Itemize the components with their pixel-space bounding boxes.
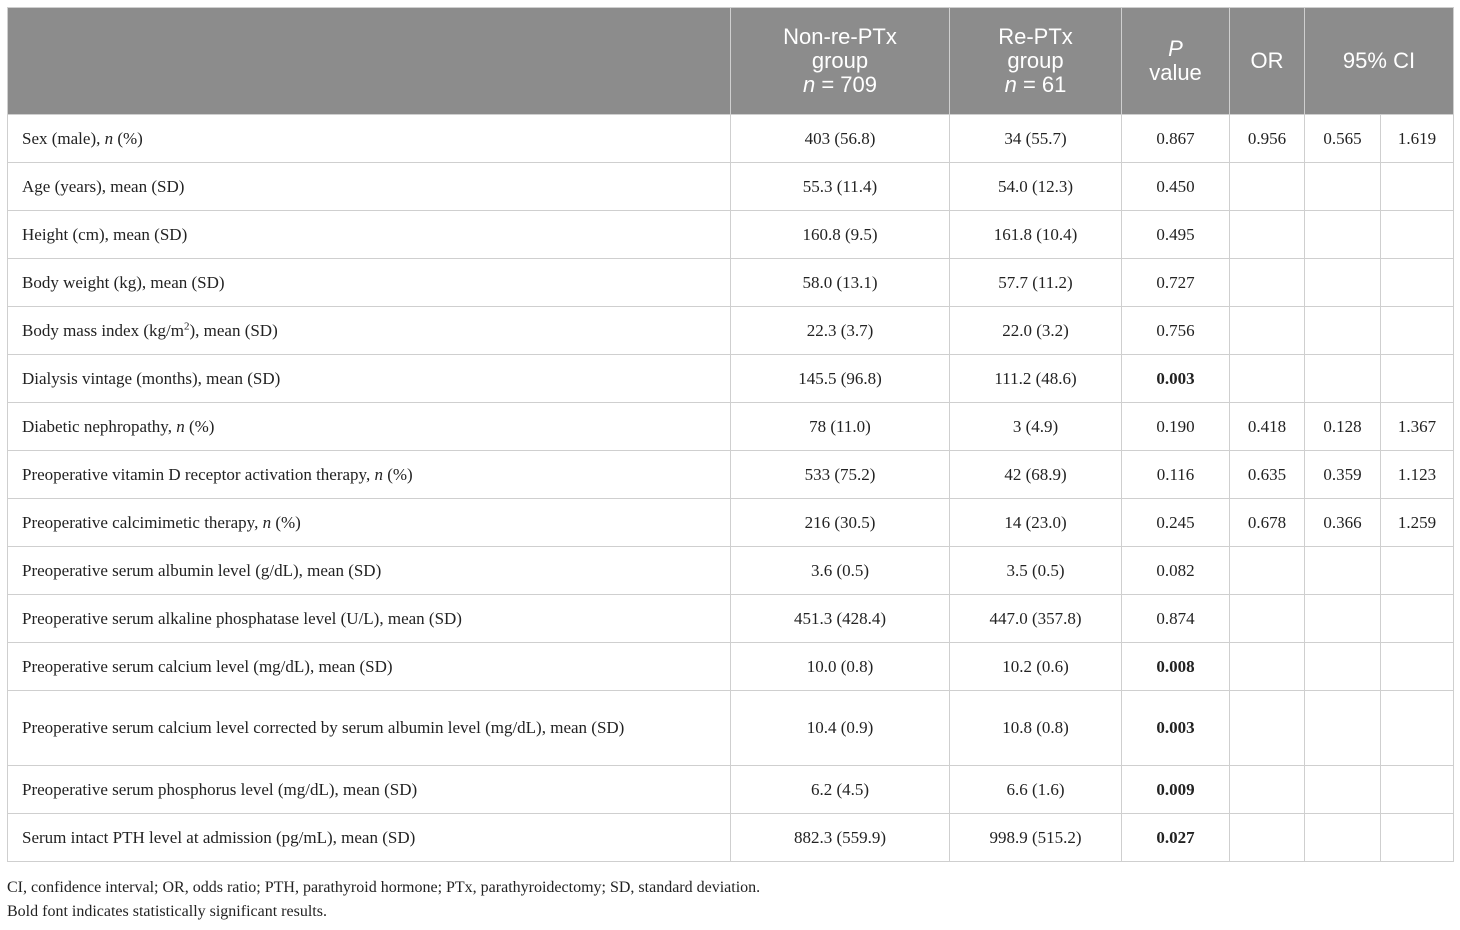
label-text: Sex (male),: [22, 128, 105, 148]
cell-ci-upper: [1381, 766, 1454, 814]
cell-non-re-ptx: 22.3 (3.7): [731, 307, 950, 355]
cell-or: [1230, 355, 1305, 403]
cell-non-re-ptx: 78 (11.0): [731, 403, 950, 451]
cell-re-ptx: 6.6 (1.6): [950, 766, 1122, 814]
cell-p-value: 0.027: [1122, 814, 1230, 862]
cell-ci-lower: 0.366: [1305, 499, 1381, 547]
cell-ci-upper: [1381, 547, 1454, 595]
cell-re-ptx: 14 (23.0): [950, 499, 1122, 547]
header-group2-n: [954, 73, 1117, 97]
label-text: (%): [184, 416, 215, 436]
cell-non-re-ptx: 533 (75.2): [731, 451, 950, 499]
footnote-abbreviations: CI, confidence interval; OR, odds ratio; PTH, parathyroid hormone; PTx, parathyroidectomy; SD, standard deviation.: [7, 879, 761, 896]
cell-ci-upper: [1381, 211, 1454, 259]
cell-non-re-ptx: 10.4 (0.9): [731, 691, 950, 766]
cell-non-re-ptx: 216 (30.5): [731, 499, 950, 547]
cell-non-re-ptx: 58.0 (13.1): [731, 259, 950, 307]
cell-ci-upper: [1381, 259, 1454, 307]
cell-re-ptx: 54.0 (12.3): [950, 163, 1122, 211]
cell-ci-lower: [1305, 355, 1381, 403]
cell-re-ptx: 42 (68.9): [950, 451, 1122, 499]
cell-re-ptx: 161.8 (10.4): [950, 211, 1122, 259]
row-label: [8, 766, 731, 814]
header-group1-line2: group: [811, 48, 869, 73]
cell-or: [1230, 643, 1305, 691]
superscript: 2: [183, 319, 190, 332]
label-text: ), mean (SD): [189, 320, 278, 340]
cell-ci-upper: [1381, 643, 1454, 691]
row-label: [8, 691, 731, 766]
cell-re-ptx: 447.0 (357.8): [950, 595, 1122, 643]
header-or: OR: [1230, 8, 1305, 115]
cell-ci-upper: [1381, 595, 1454, 643]
table-row: [8, 814, 1454, 862]
table-row: [8, 403, 1454, 451]
row-label: [8, 115, 731, 163]
cell-or: [1230, 211, 1305, 259]
cell-or: [1230, 163, 1305, 211]
cell-non-re-ptx: 451.3 (428.4): [731, 595, 950, 643]
cell-ci-lower: [1305, 766, 1381, 814]
header-p-value: [1122, 8, 1230, 115]
cell-p-value: 0.756: [1122, 307, 1230, 355]
cell-p-value: 0.450: [1122, 163, 1230, 211]
cell-re-ptx: 22.0 (3.2): [950, 307, 1122, 355]
cell-ci-lower: [1305, 643, 1381, 691]
table-header-row: [8, 8, 1454, 115]
cell-ci-upper: 1.259: [1381, 499, 1454, 547]
cell-ci-upper: 1.619: [1381, 115, 1454, 163]
label-text: (%): [382, 464, 413, 484]
cell-ci-lower: [1305, 814, 1381, 862]
cell-or: 0.418: [1230, 403, 1305, 451]
row-label: [8, 451, 731, 499]
header-group2-line2: group: [1007, 48, 1064, 73]
header-group1-line1: Non-re-PTx: [783, 24, 897, 49]
header-p-letter: P: [1168, 36, 1183, 61]
row-label: [8, 547, 731, 595]
cell-ci-upper: [1381, 691, 1454, 766]
cell-ci-lower: [1305, 259, 1381, 307]
cell-re-ptx: 3 (4.9): [950, 403, 1122, 451]
label-text: Serum intact PTH level at admission (pg/mL), mean (SD): [22, 827, 416, 847]
cell-p-value: 0.082: [1122, 547, 1230, 595]
header-group1-n: [735, 73, 945, 97]
header-blank: [8, 8, 731, 115]
label-text: Height (cm), mean (SD): [22, 224, 188, 244]
label-text: Preoperative serum calcium level corrected by serum albumin level (mg/dL), mean (SD): [22, 718, 625, 737]
italic-n: n: [262, 512, 272, 532]
label-text: Preoperative calcimimetic therapy,: [22, 512, 263, 532]
cell-re-ptx: 111.2 (48.6): [950, 355, 1122, 403]
header-95-ci: 95% CI: [1305, 8, 1454, 115]
cell-re-ptx: 34 (55.7): [950, 115, 1122, 163]
cell-ci-upper: [1381, 814, 1454, 862]
cell-ci-upper: 1.367: [1381, 403, 1454, 451]
cell-or: 0.956: [1230, 115, 1305, 163]
italic-n: n: [104, 128, 114, 148]
label-text: (%): [113, 128, 143, 148]
table-row: [8, 643, 1454, 691]
cell-ci-lower: [1305, 163, 1381, 211]
cell-re-ptx: 10.2 (0.6): [950, 643, 1122, 691]
cell-ci-upper: [1381, 163, 1454, 211]
row-label: [8, 643, 731, 691]
cell-or: [1230, 766, 1305, 814]
cell-or: [1230, 547, 1305, 595]
cell-or: 0.635: [1230, 451, 1305, 499]
label-text: Preoperative serum albumin level (g/dL), mean (SD): [22, 560, 382, 580]
cell-p-value: 0.190: [1122, 403, 1230, 451]
table-footnotes: [7, 876, 760, 924]
header-re-ptx-group: [950, 8, 1122, 115]
row-label: [8, 499, 731, 547]
cell-re-ptx: 10.8 (0.8): [950, 691, 1122, 766]
italic-n: n: [176, 416, 185, 436]
table-row: [8, 691, 1454, 766]
table-row: [8, 595, 1454, 643]
cell-ci-lower: [1305, 307, 1381, 355]
table-row: [8, 211, 1454, 259]
cell-ci-lower: [1305, 595, 1381, 643]
label-text: Preoperative vitamin D receptor activation therapy,: [22, 464, 375, 484]
cell-or: 0.678: [1230, 499, 1305, 547]
cell-non-re-ptx: 3.6 (0.5): [731, 547, 950, 595]
cell-re-ptx: 998.9 (515.2): [950, 814, 1122, 862]
cell-non-re-ptx: 882.3 (559.9): [731, 814, 950, 862]
table-row: [8, 766, 1454, 814]
cell-p-value: 0.245: [1122, 499, 1230, 547]
italic-n: n: [374, 464, 383, 484]
label-text: Preoperative serum alkaline phosphatase level (U/L), mean (SD): [22, 608, 462, 628]
table-row: [8, 451, 1454, 499]
cell-non-re-ptx: 55.3 (11.4): [731, 163, 950, 211]
cell-non-re-ptx: 6.2 (4.5): [731, 766, 950, 814]
table-row: [8, 355, 1454, 403]
header-group1-n-rest: = 709: [815, 72, 878, 97]
label-text: (%): [271, 512, 301, 532]
table-row: [8, 499, 1454, 547]
table-row: [8, 547, 1454, 595]
header-non-re-ptx-group: [731, 8, 950, 115]
label-text: Preoperative serum phosphorus level (mg/dL), mean (SD): [22, 779, 418, 799]
cell-p-value: 0.003: [1122, 691, 1230, 766]
cell-p-value: 0.003: [1122, 355, 1230, 403]
cell-re-ptx: 57.7 (11.2): [950, 259, 1122, 307]
cell-or: [1230, 691, 1305, 766]
cell-p-value: 0.874: [1122, 595, 1230, 643]
row-label: [8, 403, 731, 451]
header-group2-n-var: n: [1004, 72, 1017, 97]
header-group2-line1: Re-PTx: [998, 24, 1073, 49]
cell-or: [1230, 259, 1305, 307]
cell-or: [1230, 595, 1305, 643]
cell-non-re-ptx: 160.8 (9.5): [731, 211, 950, 259]
cell-p-value: 0.495: [1122, 211, 1230, 259]
row-label: [8, 814, 731, 862]
cell-or: [1230, 307, 1305, 355]
cell-ci-upper: 1.123: [1381, 451, 1454, 499]
label-text: Dialysis vintage (months), mean (SD): [22, 368, 281, 388]
row-label: [8, 595, 731, 643]
cell-ci-lower: [1305, 691, 1381, 766]
cell-non-re-ptx: 10.0 (0.8): [731, 643, 950, 691]
label-text: Body mass index (kg/m: [22, 320, 184, 340]
table-row: [8, 259, 1454, 307]
table-body: [8, 115, 1454, 862]
cell-ci-lower: [1305, 211, 1381, 259]
header-group2-n-rest: = 61: [1016, 72, 1067, 97]
table-row: [8, 307, 1454, 355]
header-value-word: value: [1149, 60, 1202, 85]
row-label: [8, 211, 731, 259]
data-table: [7, 7, 1454, 862]
header-group1-n-var: n: [802, 72, 816, 97]
cell-p-value: 0.116: [1122, 451, 1230, 499]
row-label: [8, 307, 731, 355]
label-text: Age (years), mean (SD): [22, 176, 185, 196]
cell-re-ptx: 3.5 (0.5): [950, 547, 1122, 595]
cell-p-value: 0.727: [1122, 259, 1230, 307]
label-text: Diabetic nephropathy,: [22, 416, 177, 436]
row-label: [8, 163, 731, 211]
cell-ci-lower: 0.565: [1305, 115, 1381, 163]
label-text: Body weight (kg), mean (SD): [22, 272, 225, 292]
cell-ci-lower: 0.359: [1305, 451, 1381, 499]
table-row: [8, 163, 1454, 211]
cell-p-value: 0.008: [1122, 643, 1230, 691]
cell-p-value: 0.867: [1122, 115, 1230, 163]
cell-non-re-ptx: 403 (56.8): [731, 115, 950, 163]
label-text: Preoperative serum calcium level (mg/dL), mean (SD): [22, 656, 393, 676]
row-label: [8, 355, 731, 403]
cell-or: [1230, 814, 1305, 862]
cell-p-value: 0.009: [1122, 766, 1230, 814]
cell-ci-upper: [1381, 355, 1454, 403]
table-row: [8, 115, 1454, 163]
cell-ci-lower: [1305, 547, 1381, 595]
cell-ci-lower: 0.128: [1305, 403, 1381, 451]
cell-non-re-ptx: 145.5 (96.8): [731, 355, 950, 403]
row-label: [8, 259, 731, 307]
table-container: [7, 7, 1453, 862]
footnote-bold-meaning: Bold font indicates statistically significant results.: [7, 903, 327, 920]
cell-ci-upper: [1381, 307, 1454, 355]
